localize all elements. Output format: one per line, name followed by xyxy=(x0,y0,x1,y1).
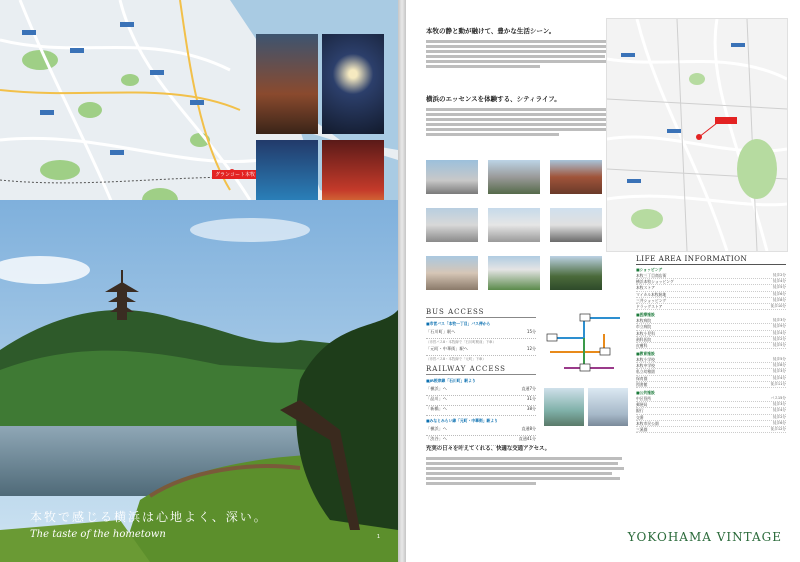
thumb-4 xyxy=(426,208,478,242)
facility-distance: 徒歩3分 xyxy=(772,369,786,374)
facility-category: ■公共施設 xyxy=(636,390,655,395)
facility-distance: 徒歩10分 xyxy=(770,303,786,308)
facility-distance: 徒歩5分 xyxy=(772,285,786,290)
facility-name: 横浜本牧ショッピング xyxy=(636,279,674,285)
facility-distance: 徒歩3分 xyxy=(772,402,786,407)
facility-row xyxy=(636,343,786,349)
route-time: 直通7分 xyxy=(521,386,536,391)
thumb-7 xyxy=(426,256,478,290)
facility-name: マイカル本牧跡地 xyxy=(636,291,667,297)
facility-name: 本牧ストア xyxy=(636,285,655,291)
route-time: 15分 xyxy=(526,329,536,334)
left-caption xyxy=(30,508,268,540)
caption-japanese: 本牧で感じる横浜は心地よく、深い。 xyxy=(30,510,268,524)
railway-access-title: RAILWAY ACCESS xyxy=(426,365,536,375)
route-time: 直通41分 xyxy=(518,436,536,441)
page-number-left: 1 xyxy=(376,534,380,540)
facility-category: ■医療施設 xyxy=(636,312,655,318)
section2-title: 横浜のエッセンスを体験する、シティライフ。 xyxy=(426,95,561,103)
facility-distance: 徒歩11分 xyxy=(770,381,786,386)
gutter xyxy=(398,0,406,562)
access-info xyxy=(426,308,536,446)
rail-diagram-graphic xyxy=(544,308,626,380)
rail-route xyxy=(426,406,536,416)
facility-name: 図書館 xyxy=(636,381,648,387)
facility-distance: 徒歩3分 xyxy=(772,318,786,323)
facility-distance: 徒歩4分 xyxy=(772,408,786,413)
facility-name: 皮膚科 xyxy=(636,342,648,348)
caption-english: The taste of the hometown xyxy=(30,529,166,540)
right-page xyxy=(406,0,800,562)
facility-distance: 徒歩9分 xyxy=(772,324,786,329)
transport-text xyxy=(426,444,626,497)
photo-landmark-tower xyxy=(322,34,384,134)
life-area-info xyxy=(636,254,786,433)
facility-distance: 徒歩6分 xyxy=(772,420,786,425)
left-page xyxy=(0,0,398,562)
photo-station xyxy=(544,388,584,426)
facility-distance: 徒歩2分 xyxy=(772,273,786,277)
section1-title: 本牧の静と動が融けて、豊かな生活シーン。 xyxy=(426,27,556,35)
section1-body xyxy=(426,38,616,80)
facility-name: 市立病院 xyxy=(636,324,652,330)
route-label: 「石川町」駅へ xyxy=(426,329,456,334)
rail-route-head: ■JR根岸線「石川町」駅より xyxy=(426,378,476,383)
facility-name: 中区役所 xyxy=(636,396,652,401)
facility-category: ■教育施設 xyxy=(636,351,655,357)
facility-distance: 徒歩4分 xyxy=(772,375,786,380)
local-map-graphic xyxy=(607,19,787,251)
section3-body xyxy=(426,455,626,497)
route-label: 「横浜」へ xyxy=(426,386,447,391)
route-label: 「元町・中華街」駅へ xyxy=(426,346,468,351)
thumb-6 xyxy=(550,208,602,242)
bus-route-head: ■市営バス「本牧一丁目」バス停から xyxy=(426,321,491,326)
facility-row xyxy=(636,382,786,388)
brand-logo-text: YOKOHAMA VINTAGE xyxy=(627,530,782,544)
facility-name: 本牧小学校 xyxy=(636,357,655,363)
facility-distance: 徒歩5分 xyxy=(772,342,786,347)
rail-route xyxy=(426,396,536,406)
facility-distance: 徒歩12分 xyxy=(770,426,786,431)
bus-access-title: BUS ACCESS xyxy=(426,308,536,318)
thumb-3 xyxy=(550,160,602,194)
facility-distance: 徒歩5分 xyxy=(772,357,786,362)
rail-route xyxy=(426,386,536,396)
facility-name: 三井ショッピング xyxy=(636,297,667,303)
rail-route xyxy=(426,426,536,436)
facility-name: 本牧市民公園 xyxy=(636,420,659,426)
facility-name: 本牧病院 xyxy=(636,318,652,324)
thumb-8 xyxy=(488,256,540,290)
facility-name: ドラッグストア xyxy=(636,303,663,309)
section3-title: 充実の日々を叶えてくれる、快適な交通アクセス。 xyxy=(426,446,550,452)
facility-name: 私立幼稚園 xyxy=(636,369,655,375)
life-area-title: LIFE AREA INFORMATION xyxy=(636,254,786,265)
facility-category: ■ショッピング xyxy=(636,267,663,272)
facility-list xyxy=(636,267,786,433)
photo-red-brick-warehouse xyxy=(256,34,318,134)
thumb-9 xyxy=(550,256,602,290)
facility-name: 保育園 xyxy=(636,375,648,381)
facility-name: 本牧三丁目商店街 xyxy=(636,273,667,278)
facility-name: 銀行 xyxy=(636,408,644,414)
facility-distance: 徒歩6分 xyxy=(772,291,786,296)
facility-name: 交番 xyxy=(636,414,644,420)
rail-route-diagram xyxy=(544,308,626,380)
photo-tower xyxy=(588,388,628,426)
transit-photos xyxy=(544,388,628,428)
route-note: （市営バス8・本牧線で「石川町駅前」下車） xyxy=(426,340,496,344)
facility-name: 三溪園 xyxy=(636,426,648,432)
local-map xyxy=(606,18,788,252)
route-time: 直通8分 xyxy=(521,426,536,431)
thumb-5 xyxy=(488,208,540,242)
route-time: 31分 xyxy=(526,396,536,401)
facility-distance: バス15分 xyxy=(770,396,786,400)
facility-distance: 徒歩4分 xyxy=(772,279,786,284)
facility-row xyxy=(636,304,786,310)
facility-distance: 徒歩4分 xyxy=(772,330,786,335)
facility-distance: 徒歩2分 xyxy=(772,414,786,419)
route-label: 「渋谷」へ xyxy=(426,436,447,441)
rail-route-head: ■みなとみらい線「元町・中華街」駅より xyxy=(426,418,498,423)
thumb-1 xyxy=(426,160,478,194)
section2-body xyxy=(426,106,616,148)
route-label: 「新橋」へ xyxy=(426,406,447,411)
route-note: （市営バス8・本牧線で「元町」下車） xyxy=(426,357,486,361)
home-location-label: グランコート本牧 xyxy=(212,170,258,179)
route-label: 「品川」へ xyxy=(426,396,447,401)
route-label: 「横浜」へ xyxy=(426,426,447,431)
facility-row xyxy=(636,427,786,433)
route-time: 12分 xyxy=(526,346,536,351)
route-time: 38分 xyxy=(526,406,536,411)
facility-name: 郵便局 xyxy=(636,402,648,408)
facility-name: 歯科医院 xyxy=(636,336,652,342)
facility-distance: 徒歩2分 xyxy=(772,336,786,341)
thumb-2 xyxy=(488,160,540,194)
facility-distance: 徒歩8分 xyxy=(772,363,786,368)
facility-distance: 徒歩8分 xyxy=(772,297,786,302)
intro-text-column xyxy=(426,26,616,148)
facility-name: 本牧中学校 xyxy=(636,363,655,369)
bus-route xyxy=(426,329,536,339)
bus-route xyxy=(426,346,536,356)
facility-name: 本牧小児科 xyxy=(636,330,655,336)
